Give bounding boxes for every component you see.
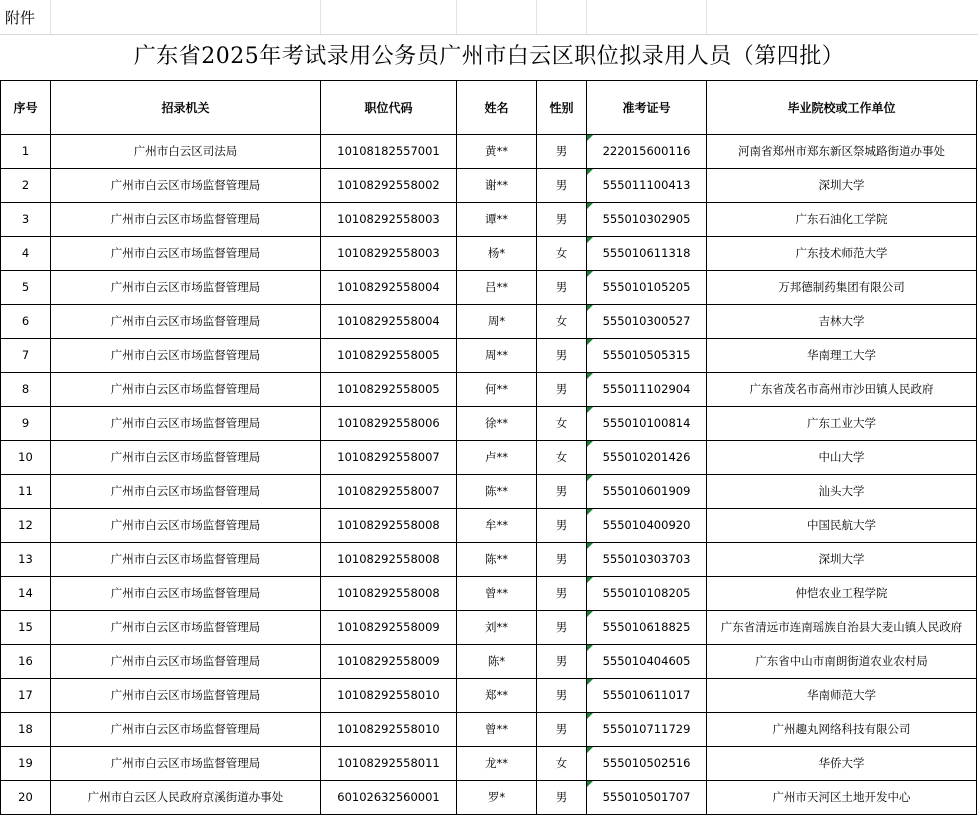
cell-name[interactable]: 周** — [457, 339, 537, 373]
cell-school[interactable]: 仲恺农业工程学院 — [707, 577, 977, 611]
candidates-table — [0, 80, 977, 815]
cell-exam-id[interactable]: 555010100814 — [587, 407, 707, 441]
cell-exam-id[interactable]: 555010105205 — [587, 271, 707, 305]
cell-position-code[interactable]: 10108292558008 — [321, 509, 457, 543]
cell-seq[interactable]: 2 — [1, 169, 51, 203]
grid-line — [456, 0, 457, 34]
table-row — [1, 203, 977, 237]
header-school[interactable]: 毕业院校或工作单位 — [707, 81, 977, 135]
cell-exam-id[interactable]: 555010303703 — [587, 543, 707, 577]
cell-agency[interactable]: 广州市白云区市场监督管理局 — [51, 645, 321, 679]
cell-exam-id[interactable]: 555010501707 — [587, 781, 707, 815]
cell-school[interactable]: 万邦德制药集团有限公司 — [707, 271, 977, 305]
cell-school[interactable]: 广州市天河区土地开发中心 — [707, 781, 977, 815]
table-row — [1, 645, 977, 679]
cell-exam-id[interactable]: 555010618825 — [587, 611, 707, 645]
cell-name[interactable]: 郑** — [457, 679, 537, 713]
cell-seq[interactable]: 9 — [1, 407, 51, 441]
cell-gender[interactable]: 男 — [537, 169, 587, 203]
cell-position-code[interactable]: 10108292558009 — [321, 611, 457, 645]
cell-seq[interactable]: 5 — [1, 271, 51, 305]
table-row — [1, 271, 977, 305]
header-code[interactable]: 职位代码 — [321, 81, 457, 135]
cell-position-code[interactable]: 10108292558011 — [321, 747, 457, 781]
cell-name[interactable]: 周* — [457, 305, 537, 339]
cell-seq[interactable]: 20 — [1, 781, 51, 815]
cell-gender[interactable]: 男 — [537, 339, 587, 373]
cell-name[interactable]: 何** — [457, 373, 537, 407]
cell-gender[interactable]: 女 — [537, 305, 587, 339]
cell-name[interactable]: 谢** — [457, 169, 537, 203]
cell-position-code[interactable]: 10108292558003 — [321, 203, 457, 237]
cell-gender[interactable]: 男 — [537, 781, 587, 815]
cell-agency[interactable]: 广州市白云区市场监督管理局 — [51, 475, 321, 509]
cell-name[interactable]: 卢** — [457, 441, 537, 475]
cell-position-code[interactable]: 10108292558004 — [321, 271, 457, 305]
cell-school[interactable]: 中山大学 — [707, 441, 977, 475]
table-row — [1, 135, 977, 169]
cell-name[interactable]: 徐** — [457, 407, 537, 441]
table-row — [1, 441, 977, 475]
cell-position-code[interactable]: 10108292558004 — [321, 305, 457, 339]
cell-gender[interactable]: 男 — [537, 577, 587, 611]
cell-school[interactable]: 广东技术师范大学 — [707, 237, 977, 271]
table-row — [1, 543, 977, 577]
cell-seq[interactable]: 3 — [1, 203, 51, 237]
grid-line — [706, 0, 707, 34]
cell-school[interactable]: 广东石油化工学院 — [707, 203, 977, 237]
cell-gender[interactable]: 男 — [537, 203, 587, 237]
cell-position-code[interactable]: 10108292558007 — [321, 475, 457, 509]
cell-seq[interactable]: 6 — [1, 305, 51, 339]
cell-name[interactable]: 陈** — [457, 475, 537, 509]
cell-agency[interactable]: 广州市白云区市场监督管理局 — [51, 611, 321, 645]
cell-position-code[interactable]: 60102632560001 — [321, 781, 457, 815]
cell-agency[interactable]: 广州市白云区市场监督管理局 — [51, 407, 321, 441]
cell-agency[interactable]: 广州市白云区市场监督管理局 — [51, 271, 321, 305]
cell-agency[interactable]: 广州市白云区市场监督管理局 — [51, 203, 321, 237]
cell-gender[interactable]: 女 — [537, 237, 587, 271]
cell-position-code[interactable]: 10108292558006 — [321, 407, 457, 441]
cell-agency[interactable]: 广州市白云区市场监督管理局 — [51, 509, 321, 543]
cell-exam-id[interactable]: 555010611017 — [587, 679, 707, 713]
cell-school[interactable]: 中国民航大学 — [707, 509, 977, 543]
cell-seq[interactable]: 11 — [1, 475, 51, 509]
cell-seq[interactable]: 10 — [1, 441, 51, 475]
cell-exam-id[interactable]: 555010300527 — [587, 305, 707, 339]
cell-school[interactable]: 吉林大学 — [707, 305, 977, 339]
cell-position-code[interactable]: 10108292558007 — [321, 441, 457, 475]
grid-line — [586, 0, 587, 34]
table-row — [1, 475, 977, 509]
cell-school[interactable]: 深圳大学 — [707, 169, 977, 203]
header-name[interactable]: 姓名 — [457, 81, 537, 135]
cell-agency[interactable]: 广州市白云区市场监督管理局 — [51, 305, 321, 339]
cell-seq[interactable]: 17 — [1, 679, 51, 713]
table-row — [1, 747, 977, 781]
cell-agency[interactable]: 广州市白云区市场监督管理局 — [51, 237, 321, 271]
cell-name[interactable]: 刘** — [457, 611, 537, 645]
cell-seq[interactable]: 16 — [1, 645, 51, 679]
cell-gender[interactable]: 男 — [537, 679, 587, 713]
cell-agency[interactable]: 广州市白云区市场监督管理局 — [51, 373, 321, 407]
cell-position-code[interactable]: 10108292558005 — [321, 339, 457, 373]
table-row — [1, 509, 977, 543]
cell-seq[interactable]: 4 — [1, 237, 51, 271]
table-row — [1, 781, 977, 815]
cell-gender[interactable]: 男 — [537, 645, 587, 679]
cell-position-code[interactable]: 10108292558009 — [321, 645, 457, 679]
grid-line — [50, 0, 51, 34]
table-row — [1, 339, 977, 373]
cell-seq[interactable]: 19 — [1, 747, 51, 781]
cell-exam-id[interactable]: 555010108205 — [587, 577, 707, 611]
cell-name[interactable]: 陈* — [457, 645, 537, 679]
cell-exam-id[interactable]: 555010404605 — [587, 645, 707, 679]
table-row — [1, 611, 977, 645]
table-row — [1, 305, 977, 339]
cell-agency[interactable]: 广州市白云区司法局 — [51, 135, 321, 169]
cell-seq[interactable]: 7 — [1, 339, 51, 373]
cell-name[interactable]: 罗* — [457, 781, 537, 815]
cell-gender[interactable]: 男 — [537, 543, 587, 577]
cell-agency[interactable]: 广州市白云区市场监督管理局 — [51, 747, 321, 781]
table-row — [1, 407, 977, 441]
header-gender[interactable]: 性别 — [537, 81, 587, 135]
cell-agency[interactable]: 广州市白云区市场监督管理局 — [51, 577, 321, 611]
cell-gender[interactable]: 男 — [537, 475, 587, 509]
cell-school[interactable]: 华南理工大学 — [707, 339, 977, 373]
grid-line — [536, 0, 537, 34]
cell-gender[interactable]: 女 — [537, 407, 587, 441]
cell-name[interactable]: 牟** — [457, 509, 537, 543]
cell-name[interactable]: 陈** — [457, 543, 537, 577]
cell-exam-id[interactable]: 555010502516 — [587, 747, 707, 781]
cell-gender[interactable]: 男 — [537, 713, 587, 747]
cell-seq[interactable]: 13 — [1, 543, 51, 577]
cell-agency[interactable]: 广州市白云区人民政府京溪街道办事处 — [51, 781, 321, 815]
table-row — [1, 169, 977, 203]
cell-gender[interactable]: 男 — [537, 509, 587, 543]
cell-name[interactable]: 龙** — [457, 747, 537, 781]
cell-seq[interactable]: 14 — [1, 577, 51, 611]
table-row — [1, 577, 977, 611]
cell-school[interactable]: 广东省清远市连南瑶族自治县大麦山镇人民政府 — [707, 611, 977, 645]
cell-school[interactable]: 河南省郑州市郑东新区祭城路街道办事处 — [707, 135, 977, 169]
cell-name[interactable]: 杨* — [457, 237, 537, 271]
cell-name[interactable]: 黄** — [457, 135, 537, 169]
cell-school[interactable]: 广东省中山市南朗街道农业农村局 — [707, 645, 977, 679]
cell-gender[interactable]: 女 — [537, 441, 587, 475]
cell-seq[interactable]: 8 — [1, 373, 51, 407]
cell-position-code[interactable]: 10108292558008 — [321, 577, 457, 611]
table-row — [1, 373, 977, 407]
cell-seq[interactable]: 18 — [1, 713, 51, 747]
cell-exam-id[interactable]: 555010711729 — [587, 713, 707, 747]
cell-agency[interactable]: 广州市白云区市场监督管理局 — [51, 543, 321, 577]
sheet-top-row — [0, 0, 978, 35]
cell-agency[interactable]: 广州市白云区市场监督管理局 — [51, 339, 321, 373]
cell-position-code[interactable]: 10108182557001 — [321, 135, 457, 169]
cell-seq[interactable]: 1 — [1, 135, 51, 169]
attachment-label: 附件 — [5, 9, 36, 27]
cell-position-code[interactable]: 10108292558002 — [321, 169, 457, 203]
cell-position-code[interactable]: 10108292558005 — [321, 373, 457, 407]
cell-position-code[interactable]: 10108292558010 — [321, 713, 457, 747]
cell-school[interactable]: 广州趣丸网络科技有限公司 — [707, 713, 977, 747]
cell-name[interactable]: 谭** — [457, 203, 537, 237]
cell-exam-id[interactable]: 555011102904 — [587, 373, 707, 407]
table-header-row — [1, 81, 977, 135]
cell-seq[interactable]: 15 — [1, 611, 51, 645]
table-body — [1, 135, 977, 815]
cell-exam-id[interactable]: 555010302905 — [587, 203, 707, 237]
cell-school[interactable]: 广东工业大学 — [707, 407, 977, 441]
table-row — [1, 713, 977, 747]
cell-exam-id[interactable]: 555010201426 — [587, 441, 707, 475]
cell-gender[interactable]: 男 — [537, 611, 587, 645]
cell-position-code[interactable]: 10108292558008 — [321, 543, 457, 577]
cell-exam-id[interactable]: 555010400920 — [587, 509, 707, 543]
cell-name[interactable]: 曾** — [457, 713, 537, 747]
cell-exam-id[interactable]: 555010601909 — [587, 475, 707, 509]
cell-school[interactable]: 广东省茂名市高州市沙田镇人民政府 — [707, 373, 977, 407]
table-row — [1, 237, 977, 271]
cell-position-code[interactable]: 10108292558010 — [321, 679, 457, 713]
cell-exam-id[interactable]: 555010611318 — [587, 237, 707, 271]
cell-exam-id[interactable]: 555010505315 — [587, 339, 707, 373]
cell-exam-id[interactable]: 555011100413 — [587, 169, 707, 203]
cell-school[interactable]: 华侨大学 — [707, 747, 977, 781]
cell-position-code[interactable]: 10108292558003 — [321, 237, 457, 271]
cell-agency[interactable]: 广州市白云区市场监督管理局 — [51, 713, 321, 747]
cell-gender[interactable]: 男 — [537, 373, 587, 407]
grid-line — [320, 0, 321, 34]
cell-gender[interactable]: 女 — [537, 747, 587, 781]
cell-agency[interactable]: 广州市白云区市场监督管理局 — [51, 169, 321, 203]
cell-gender[interactable]: 男 — [537, 135, 587, 169]
cell-school[interactable]: 深圳大学 — [707, 543, 977, 577]
table-row — [1, 679, 977, 713]
cell-name[interactable]: 吕** — [457, 271, 537, 305]
cell-seq[interactable]: 12 — [1, 509, 51, 543]
header-seq[interactable]: 序号 — [1, 81, 51, 135]
cell-agency[interactable]: 广州市白云区市场监督管理局 — [51, 441, 321, 475]
header-exam-id[interactable]: 准考证号 — [587, 81, 707, 135]
cell-agency[interactable]: 广州市白云区市场监督管理局 — [51, 679, 321, 713]
header-agency[interactable]: 招录机关 — [51, 81, 321, 135]
cell-school[interactable]: 华南师范大学 — [707, 679, 977, 713]
cell-exam-id[interactable]: 222015600116 — [587, 135, 707, 169]
cell-gender[interactable]: 男 — [537, 271, 587, 305]
cell-school[interactable]: 汕头大学 — [707, 475, 977, 509]
cell-name[interactable]: 曾** — [457, 577, 537, 611]
page-title: 广东省2025年考试录用公务员广州市白云区职位拟录用人员（第四批） — [0, 34, 978, 81]
